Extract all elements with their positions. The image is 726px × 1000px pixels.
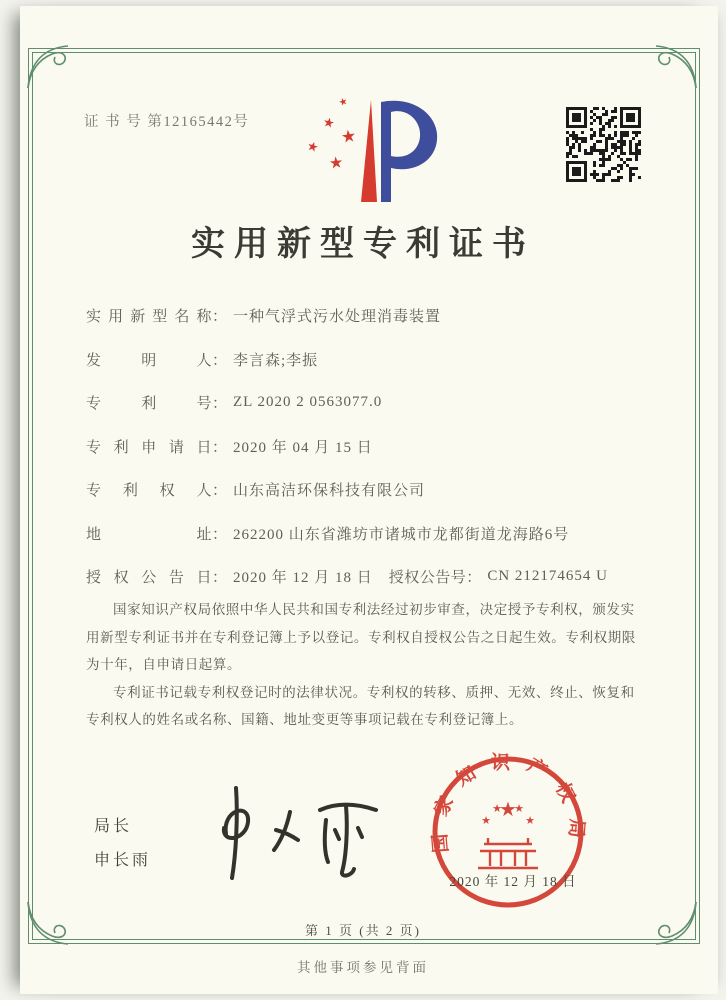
field-label: 授权公告号 bbox=[388, 570, 467, 587]
field-colon: ： bbox=[212, 570, 228, 587]
field-row-patentee bbox=[86, 468, 646, 512]
field-value: 262200 山东省潍坊市诸城市龙都街道龙海路6号 bbox=[233, 526, 570, 543]
official-seal bbox=[422, 746, 594, 918]
field-colon: ： bbox=[212, 483, 228, 500]
star-icon: ★ bbox=[321, 113, 337, 132]
field-label: 授权公告日 bbox=[86, 570, 212, 587]
svg-text:★: ★ bbox=[481, 814, 491, 827]
signer-name: 申长雨 bbox=[94, 852, 152, 869]
svg-text:★: ★ bbox=[525, 814, 535, 827]
cnipa-logo bbox=[295, 96, 445, 206]
field-colon: ： bbox=[212, 396, 228, 413]
svg-text:★: ★ bbox=[514, 802, 524, 815]
border-flourish-icon bbox=[24, 44, 70, 90]
field-label: 实用新型名称 bbox=[86, 309, 212, 326]
signer-block bbox=[94, 810, 151, 878]
legal-text bbox=[86, 596, 638, 734]
field-list bbox=[86, 294, 646, 599]
field-row-inventor bbox=[86, 338, 646, 382]
director-signature bbox=[192, 782, 402, 882]
field-value: 2020 年 04 月 15 日 bbox=[233, 439, 373, 456]
field-value: ZL 2020 2 0563077.0 bbox=[233, 394, 383, 411]
qr-code bbox=[566, 107, 641, 182]
field-value: 山东高洁环保科技有限公司 bbox=[233, 483, 426, 500]
grant-number-group bbox=[389, 566, 608, 587]
field-value: CN 212174654 U bbox=[487, 568, 608, 585]
gate-icon bbox=[478, 838, 538, 868]
field-colon: ： bbox=[212, 309, 228, 326]
field-label: 专利权人 bbox=[86, 483, 212, 500]
field-row-grant bbox=[86, 555, 646, 599]
national-emblem-icon bbox=[481, 797, 535, 827]
field-colon: ： bbox=[212, 439, 228, 456]
field-label: 发明人 bbox=[86, 352, 212, 369]
field-value: 一种气浮式污水处理消毒装置 bbox=[233, 309, 442, 326]
svg-text:★: ★ bbox=[492, 802, 502, 815]
field-row-patent-no bbox=[86, 381, 646, 425]
field-label: 专利申请日 bbox=[86, 439, 212, 456]
svg-text:★: ★ bbox=[499, 797, 517, 821]
star-icon: ★ bbox=[337, 95, 350, 110]
star-icon: ★ bbox=[328, 154, 345, 173]
certificate-title: 实用新型专利证书 bbox=[191, 226, 535, 263]
seal-organization: 国家知识产权局 bbox=[428, 752, 588, 854]
field-row-name bbox=[86, 294, 646, 338]
field-row-address bbox=[86, 512, 646, 556]
star-icon: ★ bbox=[339, 126, 358, 147]
signer-title: 局长 bbox=[94, 818, 133, 835]
field-value: 李言森;李振 bbox=[233, 352, 319, 369]
certificate-paper bbox=[20, 6, 718, 994]
back-side-note: 其他事项参见背面 bbox=[297, 960, 429, 975]
field-label: 地址 bbox=[86, 526, 212, 543]
field-colon: ： bbox=[212, 526, 228, 543]
page-number: 第 1 页 (共 2 页) bbox=[305, 923, 421, 938]
legal-paragraph: 专利证书记载专利权登记时的法律状况。专利权的转移、质押、无效、终止、恢复和专利权人的姓名或名称、国籍、地址变更等事项记载在专利登记簿上。 bbox=[86, 684, 635, 727]
legal-paragraph: 国家知识产权局依照中华人民共和国专利法经过初步审查，决定授予专利权，颁发实用新型专利证书并在专利登记簿上予以登记。专利权自授权公告之日起生效。专利权期限为十年，自申请日起算。 bbox=[86, 602, 636, 672]
border-flourish-icon bbox=[654, 44, 700, 90]
seal-date: 2020 年 12 月 18 日 bbox=[449, 874, 577, 889]
star-icon: ★ bbox=[305, 137, 321, 156]
field-row-filing-date bbox=[86, 425, 646, 469]
certificate-number: 证 书 号 第12165442号 bbox=[84, 114, 250, 130]
field-colon: ： bbox=[212, 352, 228, 369]
field-colon: ： bbox=[466, 570, 482, 587]
field-label: 专利号 bbox=[86, 396, 212, 413]
field-value: 2020 年 12 月 18 日 bbox=[233, 570, 373, 587]
